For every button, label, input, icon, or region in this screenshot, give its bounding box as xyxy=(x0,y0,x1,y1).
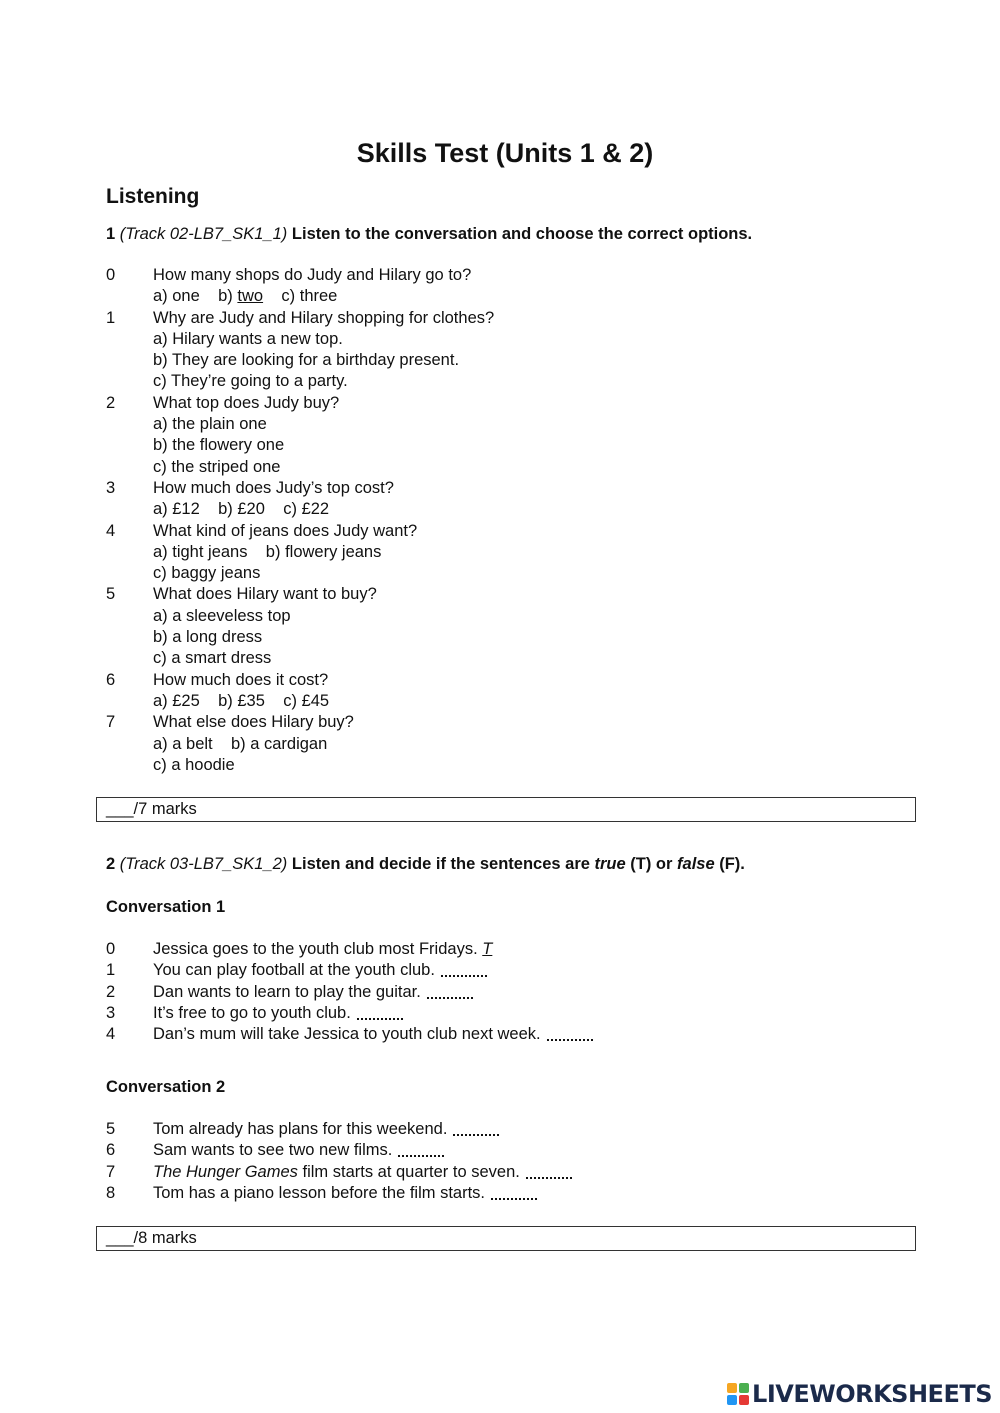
statement-row xyxy=(106,982,926,1003)
statement-text xyxy=(153,960,487,981)
question-text xyxy=(153,371,348,392)
option-row xyxy=(106,286,926,307)
question-number: 0 xyxy=(106,266,116,284)
question-text xyxy=(153,265,471,286)
example-answer: T xyxy=(482,940,493,958)
statement-text xyxy=(153,1024,593,1045)
exercise2-instruction xyxy=(106,855,745,874)
question-row xyxy=(106,521,926,542)
option-row xyxy=(106,414,926,435)
text-part: a) Hilary wants a new top. xyxy=(153,329,343,348)
question-text xyxy=(153,712,354,733)
text-part: Dan wants to learn to play the guitar. xyxy=(153,982,421,1001)
question-number: 7 xyxy=(106,713,116,732)
exercise2-true-word: true xyxy=(594,855,626,873)
question-text xyxy=(153,350,459,371)
statement-row xyxy=(106,1119,926,1140)
question-number: 4 xyxy=(106,521,116,540)
text-part: What does Hilary want to buy? xyxy=(153,585,377,604)
option-row xyxy=(106,499,926,520)
question-row xyxy=(106,584,926,605)
answer-example-underlined: two xyxy=(237,287,264,306)
text-part: It’s free to go to youth club. xyxy=(153,1003,351,1022)
statement-number: 8 xyxy=(106,1183,116,1202)
exercise1-question-list xyxy=(106,265,926,776)
question-text xyxy=(153,627,262,648)
question-row xyxy=(106,265,926,286)
statement-text xyxy=(153,1162,572,1183)
answer-blank[interactable] xyxy=(357,1017,403,1020)
question-row xyxy=(106,393,926,414)
question-text xyxy=(153,521,417,542)
text-part: a) tight jeans b) flowery jeans xyxy=(153,542,382,561)
logo-text: LIVEWORKSHEETS xyxy=(752,1380,992,1408)
text-part: c) a smart dress xyxy=(153,649,272,668)
question-text xyxy=(153,308,494,329)
conversation2-list xyxy=(106,1119,926,1204)
text-part: Dan’s mum will take Jessica to youth club next week. xyxy=(153,1025,541,1044)
section-heading-listening: Listening xyxy=(106,185,200,208)
question-text xyxy=(153,670,328,691)
text-part: What else does Hilary buy? xyxy=(153,713,354,732)
option-row xyxy=(106,648,926,669)
option-row xyxy=(106,755,926,776)
exercise1-marks-box xyxy=(96,797,916,822)
question-text xyxy=(153,329,343,350)
text-part: a) £12 b) £20 c) £22 xyxy=(153,500,330,519)
page-title: Skills Test (Units 1 & 2) xyxy=(356,138,654,168)
logo-square xyxy=(727,1395,737,1405)
text-part: a) a sleeveless top xyxy=(153,606,291,625)
statement-number: 4 xyxy=(106,1025,116,1044)
text-part: You can play football at the youth club. xyxy=(153,961,435,980)
option-row xyxy=(106,606,926,627)
exercise1-number: 1 xyxy=(106,225,116,243)
exercise2-instruction-a: Listen and decide if the sentences are xyxy=(291,855,590,873)
option-row xyxy=(106,563,926,584)
answer-blank[interactable] xyxy=(491,1197,537,1200)
question-text xyxy=(153,648,271,669)
question-text xyxy=(153,734,327,755)
text-part: c) a hoodie xyxy=(153,755,235,774)
exercise2-track: (Track 03-LB7_SK1_2) xyxy=(119,855,288,873)
question-row xyxy=(106,308,926,329)
statement-number: 6 xyxy=(106,1141,116,1160)
text-part: Sam wants to see two new films. xyxy=(153,1141,393,1160)
text-part: What kind of jeans does Judy want? xyxy=(153,521,418,540)
text-part: c) baggy jeans xyxy=(153,564,261,583)
text-part: film starts at quarter to seven. xyxy=(297,1162,520,1181)
text-part: Why are Judy and Hilary shopping for clothes? xyxy=(153,308,495,327)
statement-number: 1 xyxy=(106,961,116,980)
option-row xyxy=(106,350,926,371)
question-text xyxy=(153,755,235,776)
option-row xyxy=(106,542,926,563)
text-part: c) They’re going to a party. xyxy=(153,372,348,391)
statement-number: 2 xyxy=(106,982,116,1001)
text-part: a) £25 b) £35 c) £45 xyxy=(153,691,330,710)
statement-row xyxy=(106,1183,926,1204)
statement-number: 3 xyxy=(106,1003,116,1022)
question-text xyxy=(153,414,267,435)
text-part: How many shops do Judy and Hilary go to? xyxy=(153,266,472,284)
question-number: 1 xyxy=(106,308,116,327)
text-part: a) a belt b) a cardigan xyxy=(153,734,328,753)
conversation1-heading: Conversation 1 xyxy=(106,898,226,916)
question-number: 2 xyxy=(106,393,116,412)
option-row xyxy=(106,734,926,755)
statement-row xyxy=(106,1162,926,1183)
answer-blank[interactable] xyxy=(453,1133,499,1136)
statement-row xyxy=(106,1024,926,1045)
option-row xyxy=(106,435,926,456)
question-row xyxy=(106,478,926,499)
question-text xyxy=(153,435,284,456)
question-text xyxy=(153,457,281,478)
statement-row xyxy=(106,939,926,960)
exercise2-instruction-b: (T) or xyxy=(630,855,673,873)
question-text xyxy=(153,499,329,520)
text-part: c) three xyxy=(263,287,338,306)
answer-blank[interactable] xyxy=(526,1176,572,1179)
question-text xyxy=(153,563,260,584)
exercise1-track: (Track 02-LB7_SK1_1) xyxy=(119,225,288,243)
question-text xyxy=(153,542,381,563)
question-number: 6 xyxy=(106,670,116,689)
question-text xyxy=(153,478,394,499)
text-part: Tom has a piano lesson before the film starts. xyxy=(153,1183,485,1202)
question-row xyxy=(106,712,926,733)
text-part: a) one b) xyxy=(153,287,238,306)
question-text xyxy=(153,606,291,627)
text-part: What top does Judy buy? xyxy=(153,393,340,412)
film-title: The Hunger Games xyxy=(153,1162,298,1181)
logo-square xyxy=(739,1383,749,1393)
statement-text xyxy=(153,939,492,960)
option-row xyxy=(106,457,926,478)
text-part: a) the plain one xyxy=(153,415,267,434)
text-part: Tom already has plans for this weekend. xyxy=(153,1120,448,1138)
answer-blank[interactable] xyxy=(441,974,487,977)
text-part: How much does Judy’s top cost? xyxy=(153,478,394,497)
conversation1-list xyxy=(106,939,926,1045)
question-number: 5 xyxy=(106,585,116,604)
statement-row xyxy=(106,1003,926,1024)
option-row xyxy=(106,329,926,350)
exercise1-instruction xyxy=(106,225,752,244)
exercise2-false-word: false xyxy=(677,855,715,873)
exercise2-marks: ___/8 marks xyxy=(106,1229,197,1247)
question-text xyxy=(153,286,337,307)
question-text xyxy=(153,691,329,712)
question-text xyxy=(153,584,377,605)
logo-mark-icon xyxy=(727,1383,749,1405)
text-part: c) the striped one xyxy=(153,457,281,476)
statement-number: 0 xyxy=(106,940,116,958)
logo-square xyxy=(739,1395,749,1405)
exercise2-marks-box xyxy=(96,1226,916,1251)
statement-text xyxy=(153,1140,444,1161)
exercise1-instruction-text: Listen to the conversation and choose the correct options. xyxy=(291,225,753,243)
statement-text xyxy=(153,982,473,1003)
conversation2-heading: Conversation 2 xyxy=(106,1078,226,1096)
answer-blank[interactable] xyxy=(547,1038,593,1041)
option-row xyxy=(106,627,926,648)
statement-row xyxy=(106,960,926,981)
statement-number: 7 xyxy=(106,1162,116,1181)
answer-blank[interactable] xyxy=(398,1154,444,1157)
option-row xyxy=(106,691,926,712)
liveworksheets-logo xyxy=(727,1379,992,1409)
statement-text xyxy=(153,1003,403,1024)
text-part: How much does it cost? xyxy=(153,670,329,689)
statement-text xyxy=(153,1183,537,1204)
logo-square xyxy=(727,1383,737,1393)
option-row xyxy=(106,371,926,392)
question-row xyxy=(106,670,926,691)
answer-blank[interactable] xyxy=(427,996,473,999)
exercise2-number: 2 xyxy=(106,855,116,873)
statement-text xyxy=(153,1119,499,1140)
question-number: 3 xyxy=(106,478,116,497)
text-part: b) They are looking for a birthday present. xyxy=(153,351,460,370)
text-part: b) a long dress xyxy=(153,628,263,647)
text-part: b) the flowery one xyxy=(153,436,285,455)
exercise1-marks: ___/7 marks xyxy=(106,800,197,818)
question-text xyxy=(153,393,339,414)
exercise2-instruction-c: (F). xyxy=(719,855,745,873)
statement-number: 5 xyxy=(106,1120,116,1138)
statement-row xyxy=(106,1140,926,1161)
text-part: Jessica goes to the youth club most Fridays. xyxy=(153,940,478,958)
